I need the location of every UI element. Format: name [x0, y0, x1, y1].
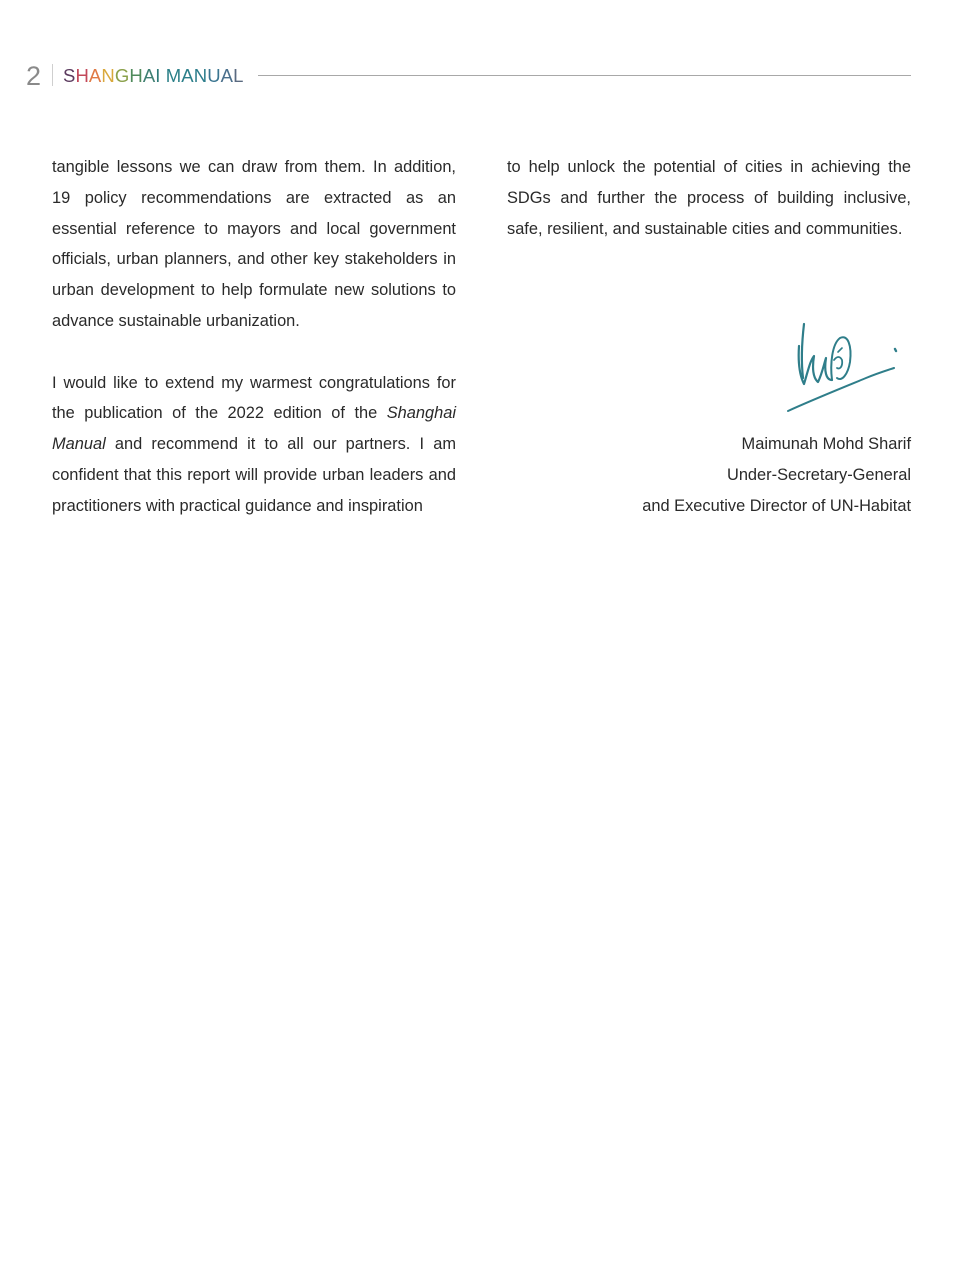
left-column	[52, 152, 456, 522]
signature-underline	[788, 368, 894, 411]
signature-dot	[895, 349, 896, 351]
signature-image	[782, 316, 906, 416]
manual-title	[63, 65, 244, 87]
title-letter: A	[88, 65, 102, 86]
paragraph-congratulations-part-2: and recommend it to all our partners. I am confident that this report will provide urban leaders and practitioners with practical guidance and inspiration	[52, 435, 456, 515]
paragraph-congratulations	[52, 368, 456, 522]
signature-stroke-4	[834, 357, 842, 369]
signatory-title-line-1: Under-Secretary-General	[726, 465, 911, 484]
page-number: 2	[26, 61, 42, 91]
signatory-name: Maimunah Mohd Sharif	[741, 435, 911, 453]
paragraph-sdgs: to help unlock the potential of cities in achieving the SDGs and further the process of building inclusive, safe, resilient, and sustainable cities and communities.	[507, 158, 911, 238]
signatory-title-line-2: and Executive Director of UN-Habitat	[642, 496, 911, 515]
paragraph-congratulations-part-1: I would like to extend my warmest congratulations for the publication of the 2022 edition of the	[52, 373, 456, 423]
title-letter: G	[114, 65, 130, 86]
title-letter: H	[129, 65, 143, 86]
page-header	[0, 58, 962, 94]
right-column	[507, 152, 911, 244]
publication-title: Shanghai Manual	[52, 404, 456, 454]
title-letter: S	[63, 65, 76, 86]
signoff-block	[642, 429, 911, 521]
title-letter: L	[233, 65, 244, 86]
title-letter: I	[155, 65, 161, 86]
title-letter: U	[207, 65, 221, 86]
title-letter: A	[181, 65, 194, 86]
paragraph-lessons: tangible lessons we can draw from them. In addition, 19 policy recommendations are extracted as an essential reference to mayors and local government officials, urban planners, and other key stakeholders in urban development to help formulate new solutions to advance sustainable urbanization.	[52, 158, 456, 330]
signature-stroke-1	[802, 324, 804, 378]
header-divider	[52, 64, 53, 86]
header-rule	[258, 75, 911, 76]
title-letter: N	[101, 65, 115, 86]
title-letter: N	[193, 65, 208, 86]
title-letter: H	[75, 65, 89, 86]
signature-stroke-5	[838, 348, 842, 352]
title-letter: A	[142, 65, 156, 86]
title-letter: M	[165, 65, 182, 86]
title-letter: A	[220, 65, 234, 86]
